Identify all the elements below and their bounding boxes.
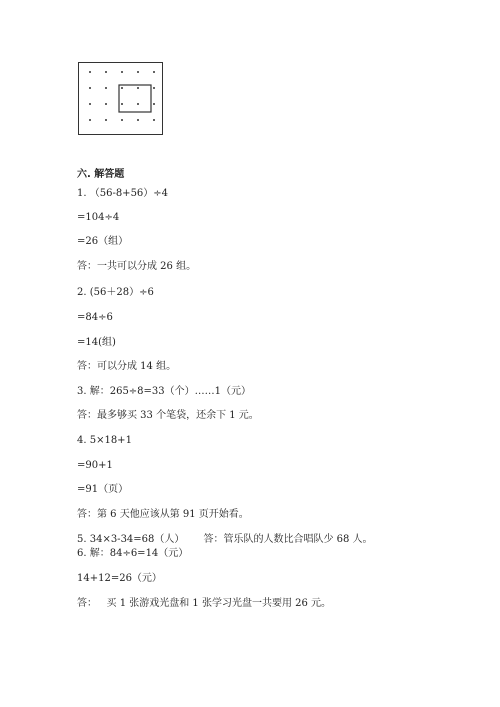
problem-4-answer: 答：第 6 天他应该从第 91 页开始看。 — [77, 509, 249, 520]
grid-dots — [89, 71, 155, 121]
drawn-rectangle — [119, 85, 151, 112]
problem-2-line-3: =14(组) — [77, 337, 116, 348]
problem-3-line-1: 3. 解：265÷8=33（个）……1（元） — [77, 386, 252, 397]
problem-6-line-1: 6. 解：84÷6=14（元） — [77, 548, 189, 559]
dot-grid-figure — [78, 62, 163, 135]
problem-6-answer: 答： 买 1 张游戏光盘和 1 张学习光盘一共要用 26 元。 — [77, 598, 332, 609]
problem-1-line-2: =104÷4 — [77, 212, 120, 223]
problem-2-line-2: =84÷6 — [77, 312, 113, 323]
problem-4-line-3: =91（页） — [77, 484, 129, 495]
problem-3-answer: 答：最多够买 33 个笔袋，还余下 1 元。 — [77, 410, 259, 421]
problem-1-line-3: =26（组） — [77, 236, 129, 247]
problem-2-line-1: 2. (56＋28）÷6 — [77, 287, 154, 298]
problem-4-line-2: =90+1 — [77, 460, 113, 471]
problem-6-line-2: 14+12=26（元） — [77, 573, 162, 584]
problem-4-line-1: 4. 5×18+1 — [77, 435, 132, 446]
dot-grid-drawing — [79, 63, 164, 136]
problem-5-line: 5. 34×3-34=68（人） 答：管乐队的人数比合唱队少 68 人。 — [77, 534, 373, 545]
problem-1-answer: 答：一共可以分成 26 组。 — [77, 261, 197, 272]
problem-1-line-1: 1. （56-8+56）÷4 — [77, 188, 169, 199]
problem-2-answer: 答：可以分成 14 组。 — [77, 361, 177, 372]
section-title: 六. 解答题 — [77, 169, 125, 180]
